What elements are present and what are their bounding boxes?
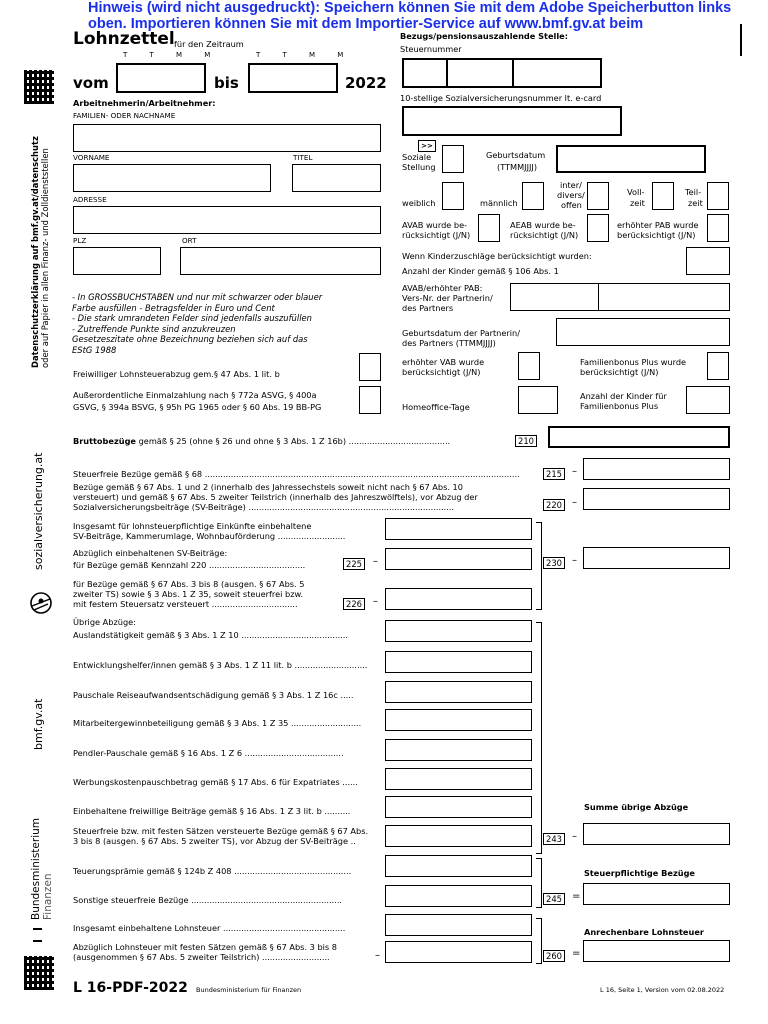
input-220[interactable] <box>583 488 730 510</box>
brace-245 <box>536 858 542 908</box>
privacy-line-2: oder auf Papier in allen Finanz- und Zolldienststellen <box>40 148 50 368</box>
code-245: 245 <box>543 893 565 905</box>
code-210: 210 <box>515 435 537 447</box>
stellung-label: Stellung <box>402 162 436 172</box>
vollzeit-checkbox[interactable] <box>652 182 674 210</box>
hint-banner: Hinweis (wird nicht ausgedruckt): Speichern können Sie mit dem Adobe Speicherbutton links oben. Importieren können Sie mit dem Importier-Service auf www.bmf.gv.at beim <box>88 0 732 32</box>
avab-checkbox[interactable] <box>478 214 500 242</box>
brace-243 <box>536 622 542 854</box>
weiblich-checkbox[interactable] <box>442 182 464 210</box>
code-215: 215 <box>543 468 565 480</box>
partner-versnr-input-1[interactable] <box>510 283 600 311</box>
inter-label-3: offen <box>561 200 582 210</box>
brutto-label <box>73 436 450 446</box>
partner-geb-label-2: des Partners (TTMMJJJJ) <box>402 338 496 348</box>
vab-label-2: berücksichtigt (J/N) <box>402 367 481 377</box>
plz-input[interactable] <box>73 247 161 275</box>
ministry-bars-icon <box>33 928 42 942</box>
note-4: - Zutreffende Punkte sind anzukreuzen <box>72 323 236 334</box>
ort-input[interactable] <box>180 247 381 275</box>
note-6: EStG 1988 <box>72 344 117 355</box>
insgesamt-sv-input[interactable] <box>385 518 532 540</box>
note-1: - In GROSSBUCHSTABEN und nur mit schwarzer oder blauer <box>72 292 323 302</box>
note-3: - Die stark umrandeten Felder sind jedenfalls auszufüllen <box>72 313 312 323</box>
code-225: 225 <box>343 558 365 570</box>
reise-label: Pauschale Reiseaufwandsentschädigung gemäß § 3 Abs. 1 Z 16c ..... <box>73 690 354 700</box>
anzfam-label-2: Familienbonus Plus <box>580 401 659 411</box>
note-2: Farbe ausfüllen - Betragsfelder in Euro und Cent <box>72 302 275 313</box>
steuerfrei-label-2: 3 bis 8 (ausgen. § 67 Abs. 5 zweiter TS), vor Abzug der SV-Beiträge .. <box>73 836 356 846</box>
equals-245: = <box>572 891 581 902</box>
aeab-label-1: AEAB wurde be- <box>510 220 576 230</box>
row-226-label-1: für Bezüge gemäß § 67 Abs. 3 bis 8 (ausgen. § 67 Abs. 5 <box>73 579 305 589</box>
vorname-label: VORNAME <box>73 153 110 162</box>
vab-checkbox[interactable] <box>518 352 540 380</box>
bis-label: bis <box>214 74 239 92</box>
row-220-label-3: Sozialversicherungsbeiträge (SV-Beiträge) ............................................................................... <box>73 502 455 512</box>
freiwillig-label: Freiwilliger Lohnsteuerabzug gem.§ 47 Abs. 1 lit. b <box>73 369 280 379</box>
werbung-label: Werbungskostenpauschbetrag gemäß § 17 Abs. 6 für Expatriates ...... <box>73 777 358 787</box>
mitarbeiter-label: Mitarbeitergewinnbeteiligung gemäß § 3 Abs. 1 Z 35 ........................... <box>73 718 362 728</box>
fam-label-1: Familienbonus Plus wurde <box>580 357 687 367</box>
qr-code-bottom <box>24 956 54 990</box>
adresse-label: ADRESSE <box>73 195 107 204</box>
insgesamt-lst-input[interactable] <box>385 914 532 936</box>
minus-220: – <box>572 497 577 508</box>
code-230: 230 <box>543 557 565 569</box>
geburtsdatum-input[interactable] <box>556 145 706 173</box>
soziale-stellung-input[interactable] <box>442 145 464 173</box>
year-label: 2022 <box>345 74 387 92</box>
qr-code-top <box>24 70 54 104</box>
steuerfrei-input[interactable] <box>385 825 532 847</box>
steuernummer-input-1[interactable] <box>402 58 448 88</box>
equals-260: = <box>572 948 581 959</box>
form-number: L 16-PDF-2022 <box>73 980 188 996</box>
entwicklung-input[interactable] <box>385 651 532 673</box>
einmal-label-1: Außerordentliche Einmalzahlung nach § 772a ASVG, § 400a <box>73 390 317 400</box>
entwicklung-label: Entwicklungshelfer/innen gemäß § 3 Abs. 1 Z 11 lit. b ............................ <box>73 660 368 670</box>
insgesamt-sv-label-2: SV-Beiträge, Kammerumlage, Wohnbauförderung .......................... <box>73 531 346 541</box>
reise-input[interactable] <box>385 681 532 703</box>
pab-checkbox[interactable] <box>707 214 729 242</box>
top-right-rule <box>740 24 742 56</box>
minus-226: – <box>373 596 378 607</box>
sv-emblem-icon <box>28 590 54 616</box>
voll-label-2: zeit <box>630 198 645 208</box>
input-243[interactable] <box>583 823 730 845</box>
voll-label-1: Voll- <box>627 187 645 197</box>
ttmm-label-vom: T T M M <box>123 51 221 59</box>
einbehalten-input[interactable] <box>385 796 532 818</box>
werbung-input[interactable] <box>385 768 532 790</box>
vom-label: vom <box>73 74 109 92</box>
minus-243: – <box>572 831 577 842</box>
ministry-line-1: Bundesministerium <box>30 818 42 920</box>
footer-ministry: Bundesministerium für Finanzen <box>196 986 302 994</box>
code-260: 260 <box>543 950 565 962</box>
brutto-label-bold: Bruttobezüge <box>73 436 136 446</box>
code-220: 220 <box>543 499 565 511</box>
steuerpflichtig-label: Steuerpflichtige Bezüge <box>584 868 695 878</box>
instructions-list <box>72 292 372 355</box>
familienbonus-anzahl-input[interactable] <box>686 386 730 414</box>
ort-label: ORT <box>182 236 197 245</box>
vab-label-1: erhöhter VAB wurde <box>402 357 485 367</box>
pab-label-1: erhöhter PAB wurde <box>617 220 699 230</box>
brutto-label-rest: gemäß § 25 (ohne § 26 und ohne § 3 Abs. 1 Z 16b) ....................................... <box>135 436 451 446</box>
note-5: Gesetzeszitate ohne Bezeichnung beziehen sich auf das <box>72 334 308 344</box>
uebrige-abzuege-label: Übrige Abzüge: <box>73 617 136 627</box>
homeoffice-input[interactable] <box>518 386 558 414</box>
form-title-suffix: für den Zeitraum <box>174 39 244 49</box>
mitarbeiter-input[interactable] <box>385 709 532 731</box>
partner-versnr-input-2[interactable] <box>598 283 730 311</box>
homeoffice-label: Homeoffice-Tage <box>402 402 470 412</box>
abzueglich-lst-label-2: (ausgenommen § 67 Abs. 5 zweiter Teilstrich) .......................... <box>73 952 330 962</box>
teuerung-input[interactable] <box>385 855 532 877</box>
form-title: Lohnzettel <box>73 29 175 49</box>
maennlich-label: männlich <box>480 198 518 208</box>
freiwillig-checkbox[interactable] <box>359 353 381 381</box>
avab-label-1: AVAB wurde be- <box>402 220 468 230</box>
input-245[interactable] <box>583 883 730 905</box>
minus-225: – <box>373 556 378 567</box>
inter-label-1: inter/ <box>560 180 582 190</box>
geburtsdatum-format: (TTMMJJJJ) <box>497 162 538 172</box>
ministry-line-2: Finanzen <box>42 873 54 920</box>
svnr-label: 10-stellige Sozialversicherungsnummer lt. e-card <box>400 93 602 103</box>
input-226[interactable] <box>385 588 532 610</box>
input-215[interactable] <box>583 458 730 480</box>
pendler-label: Pendler-Pauschale gemäß § 16 Abs. 1 Z 6 ...................................... <box>73 748 344 758</box>
ministry-wordmark <box>30 818 54 920</box>
brutto-input[interactable] <box>548 426 730 448</box>
pab-label-2: berücksichtigt (J/N) <box>617 230 696 240</box>
teuerung-label: Teuerungsprämie gemäß § 124b Z 408 ............................................. <box>73 866 352 876</box>
familienbonus-checkbox[interactable] <box>707 352 729 380</box>
code-226: 226 <box>343 598 365 610</box>
titel-label: TITEL <box>293 153 313 162</box>
row-226-label-2: zweiter TS) sowie § 3 Abs. 1 Z 35, soweit steuerfrei bzw. <box>73 589 304 599</box>
kinder-label-2: Anzahl der Kinder gemäß § 106 Abs. 1 <box>402 266 559 276</box>
titel-input[interactable] <box>292 164 381 192</box>
aeab-label-2: rücksichtigt (J/N) <box>510 230 579 240</box>
inter-checkbox[interactable] <box>587 182 609 210</box>
partner-label-2: Vers-Nr. der Partnerin/ <box>402 293 493 303</box>
input-225[interactable] <box>385 548 532 570</box>
footer-version: L 16, Seite 1, Version vom 02.08.2022 <box>600 986 725 994</box>
minus-abzueglich-lst: – <box>375 950 380 961</box>
bmf-link: bmf.gv.at <box>32 698 45 750</box>
plz-label: PLZ <box>73 236 87 245</box>
familienname-input[interactable] <box>73 124 381 152</box>
brace-260 <box>536 918 542 964</box>
avab-label-2: rücksichtigt (J/N) <box>402 230 471 240</box>
sonstige-label: Sonstige steuerfreie Bezüge .......................................................... <box>73 895 343 905</box>
ttmm-label-bis: T T M M <box>256 51 354 59</box>
employee-section-title: Arbeitnehmerin/Arbeitnehmer: <box>73 98 216 108</box>
anzfam-label-1: Anzahl der Kinder für <box>580 391 667 401</box>
input-230[interactable] <box>583 547 730 569</box>
partner-label-1: AVAB/erhöhter PAB: <box>402 283 483 293</box>
abzueglich-lst-label-1: Abzüglich Lohnsteuer mit festen Sätzen gemäß § 67 Abs. 3 bis 8 <box>73 942 338 952</box>
vorname-input[interactable] <box>73 164 271 192</box>
kinder-label-1: Wenn Kinderzuschläge berücksichtigt wurden: <box>402 251 592 261</box>
steuernummer-input-2[interactable] <box>446 58 514 88</box>
partner-geburtsdatum-input[interactable] <box>556 318 730 346</box>
row-220-label-1: Bezüge gemäß § 67 Abs. 1 und 2 (innerhalb des Jahressechstels soweit nicht nach § 67 Abs. 10 <box>73 482 463 492</box>
abzueglich-lst-input[interactable] <box>385 941 532 963</box>
inter-label-2: divers/ <box>557 190 585 200</box>
maennlich-checkbox[interactable] <box>522 182 544 210</box>
date-from-input[interactable] <box>116 63 206 93</box>
einmal-label-2: GSVG, § 394a BSVG, § 95h PG 1965 oder § 60 Abs. 19 BB-PG <box>73 402 322 412</box>
partner-label-3: des Partners <box>402 303 454 313</box>
summe-label: Summe übrige Abzüge <box>584 802 689 812</box>
row-215-label: Steuerfreie Bezüge gemäß § 68 ......................................................................................................................... <box>73 469 520 479</box>
steuerfrei-label-1: Steuerfreie bzw. mit festen Sätzen versteuerte Bezüge gemäß § 67 Abs. <box>73 826 369 836</box>
expand-button[interactable]: >> <box>418 140 436 152</box>
partner-geb-label-1: Geburtsdatum der Partnerin/ <box>402 328 520 338</box>
kinder-anzahl-input[interactable] <box>686 247 730 275</box>
steuernummer-input-3[interactable] <box>512 58 602 88</box>
insgesamt-lst-label: Insgesamt einbehaltene Lohnsteuer ............................................... <box>73 923 346 933</box>
svnr-input[interactable] <box>402 106 622 136</box>
adresse-input[interactable] <box>73 206 381 234</box>
weiblich-label: weiblich <box>402 198 436 208</box>
teil-label-1: Teil- <box>685 187 702 197</box>
abzueglich-sv-label-1: Abzüglich einbehaltenen SV-Beiträge: <box>73 548 228 558</box>
teil-label-2: zeit <box>688 198 703 208</box>
teilzeit-checkbox[interactable] <box>707 182 729 210</box>
ausland-label: Auslandstätigkeit gemäß § 3 Abs. 1 Z 10 ......................................... <box>73 630 348 640</box>
einmal-checkbox[interactable] <box>359 386 381 414</box>
input-260[interactable] <box>583 940 730 962</box>
row-220-label-2: versteuert) und gemäß § 67 Abs. 5 zweiter Teilstrich (innerhalb des Jahreszwölftels), vor Abzug der <box>73 492 478 502</box>
insgesamt-sv-label-1: Insgesamt für lohnsteuerpflichtige Einkünfte einbehaltene <box>73 521 312 531</box>
code-243: 243 <box>543 833 565 845</box>
sonstige-input[interactable] <box>385 885 532 907</box>
privacy-note <box>30 136 50 368</box>
anrechenbar-label: Anrechenbare Lohnsteuer <box>584 927 704 937</box>
payer-label: Bezugs/pensionsauszahlende Stelle: <box>400 31 568 41</box>
date-to-input[interactable] <box>248 63 338 93</box>
soziale-label: Soziale <box>402 152 432 162</box>
minus-215: – <box>572 466 577 477</box>
geburtsdatum-label: Geburtsdatum <box>486 150 546 160</box>
ausland-input[interactable] <box>385 620 532 642</box>
sozialversicherung-logo: sozialversicherung.at <box>32 452 45 570</box>
steuernummer-label: Steuernummer <box>400 44 462 54</box>
pendler-input[interactable] <box>385 739 532 761</box>
familienname-label: FAMILIEN- ODER NACHNAME <box>73 111 176 120</box>
fam-label-2: berücksichtigt (J/N) <box>580 367 659 377</box>
aeab-checkbox[interactable] <box>587 214 609 242</box>
einbehalten-label: Einbehaltene freiwillige Beiträge gemäß § 16 Abs. 1 Z 3 lit. b .......... <box>73 806 351 816</box>
brace-230 <box>536 522 542 610</box>
minus-230: – <box>572 555 577 566</box>
abzueglich-sv-label-2: für Bezüge gemäß Kennzahl 220 ..................................... <box>73 560 306 570</box>
row-226-label-3: mit festem Steuersatz versteuert ................................. <box>73 599 298 609</box>
privacy-line-1: Datenschutzerklärung auf bmf.gv.at/datenschutz <box>30 136 40 368</box>
